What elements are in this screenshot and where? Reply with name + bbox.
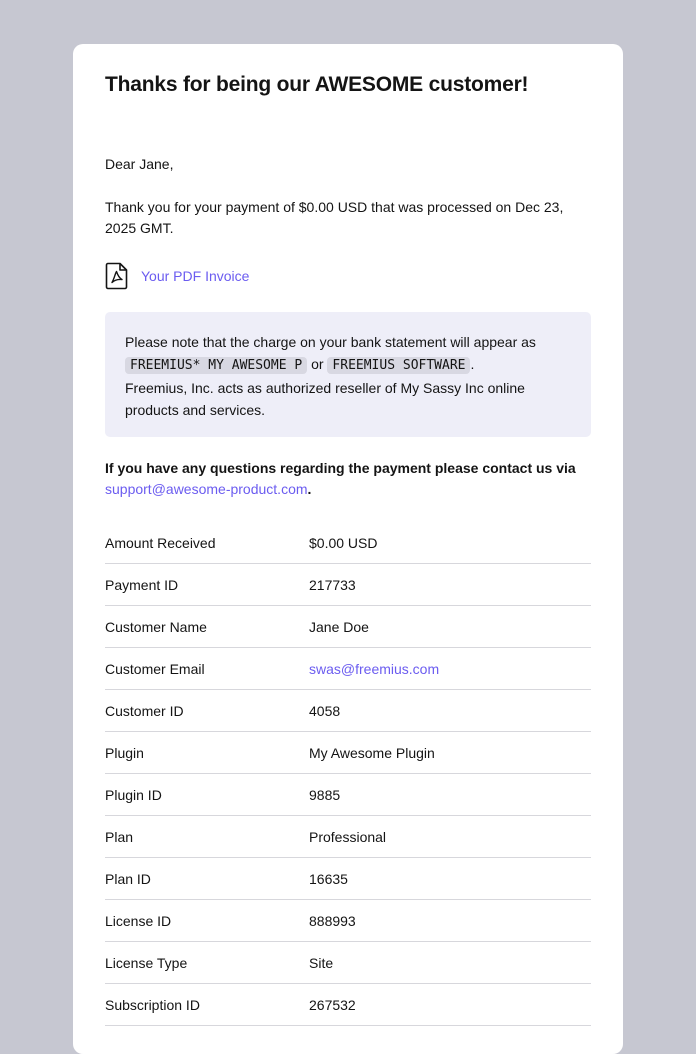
row-value: $0.00 USD: [309, 534, 378, 551]
row-label: Plugin ID: [105, 786, 162, 803]
row-label: Plan: [105, 828, 134, 845]
table-row: [105, 858, 591, 900]
table-row: [105, 900, 591, 942]
row-value: My Awesome Plugin: [309, 744, 435, 761]
row-label: Customer ID: [105, 702, 184, 719]
table-row: [105, 732, 591, 774]
row-value: 4058: [309, 702, 341, 719]
pdf-invoice-link[interactable]: [105, 262, 249, 290]
row-value: Jane Doe: [309, 618, 369, 635]
table-row: [105, 564, 591, 606]
greeting: Dear Jane,: [105, 156, 174, 172]
row-value: 217733: [309, 576, 356, 593]
table-row: [105, 690, 591, 732]
notice-lead: Please note that the charge on your bank statement will appear as: [125, 334, 536, 350]
table-row: [105, 648, 591, 690]
table-row: [105, 606, 591, 648]
row-label: Payment ID: [105, 576, 179, 593]
row-label: License Type: [105, 954, 188, 971]
row-label: Plugin: [105, 744, 144, 761]
payment-message: Thank you for your payment of $0.00 USD that was processed on Dec 23, 2025 GMT.: [105, 199, 564, 236]
table-row: [105, 984, 591, 1026]
row-value: Professional: [309, 828, 387, 845]
email-card: [73, 44, 623, 1054]
payment-details-table: [105, 522, 591, 1026]
customer-email-link[interactable]: swas@freemius.com: [309, 660, 440, 677]
row-label: Subscription ID: [105, 996, 200, 1013]
table-row: [105, 942, 591, 984]
table-row: [105, 816, 591, 858]
row-label: Customer Name: [105, 618, 207, 635]
row-value: 9885: [309, 786, 341, 803]
email-title: Thanks for being our AWESOME customer!: [105, 73, 529, 96]
pdf-invoice-link-text: Your PDF Invoice: [141, 268, 250, 284]
row-label: Customer Email: [105, 660, 205, 677]
row-value: 16635: [309, 870, 348, 887]
row-value: 267532: [309, 996, 356, 1013]
statement-descriptor-1: FREEMIUS* MY AWESOME P: [125, 357, 307, 374]
notice-reseller-text: Freemius, Inc. acts as authorized reseller of My Sassy Inc online products and services.: [125, 380, 525, 418]
support-email-link[interactable]: support@awesome-product.com: [105, 481, 308, 497]
statement-descriptor-2: FREEMIUS SOFTWARE: [327, 357, 470, 374]
notice-or: or: [311, 356, 324, 372]
contact-message: [105, 458, 595, 500]
table-row: [105, 774, 591, 816]
notice-period: .: [470, 356, 475, 372]
row-value: Site: [309, 954, 334, 971]
contact-text: If you have any questions regarding the payment please contact us via: [105, 460, 576, 476]
row-label: License ID: [105, 912, 172, 929]
table-row: [105, 522, 591, 564]
row-value: 888993: [309, 912, 356, 929]
row-label: Amount Received: [105, 534, 216, 551]
bank-statement-notice: [105, 312, 591, 437]
row-label: Plan ID: [105, 870, 151, 887]
pdf-file-icon: [105, 262, 129, 290]
contact-period: .: [307, 481, 312, 497]
